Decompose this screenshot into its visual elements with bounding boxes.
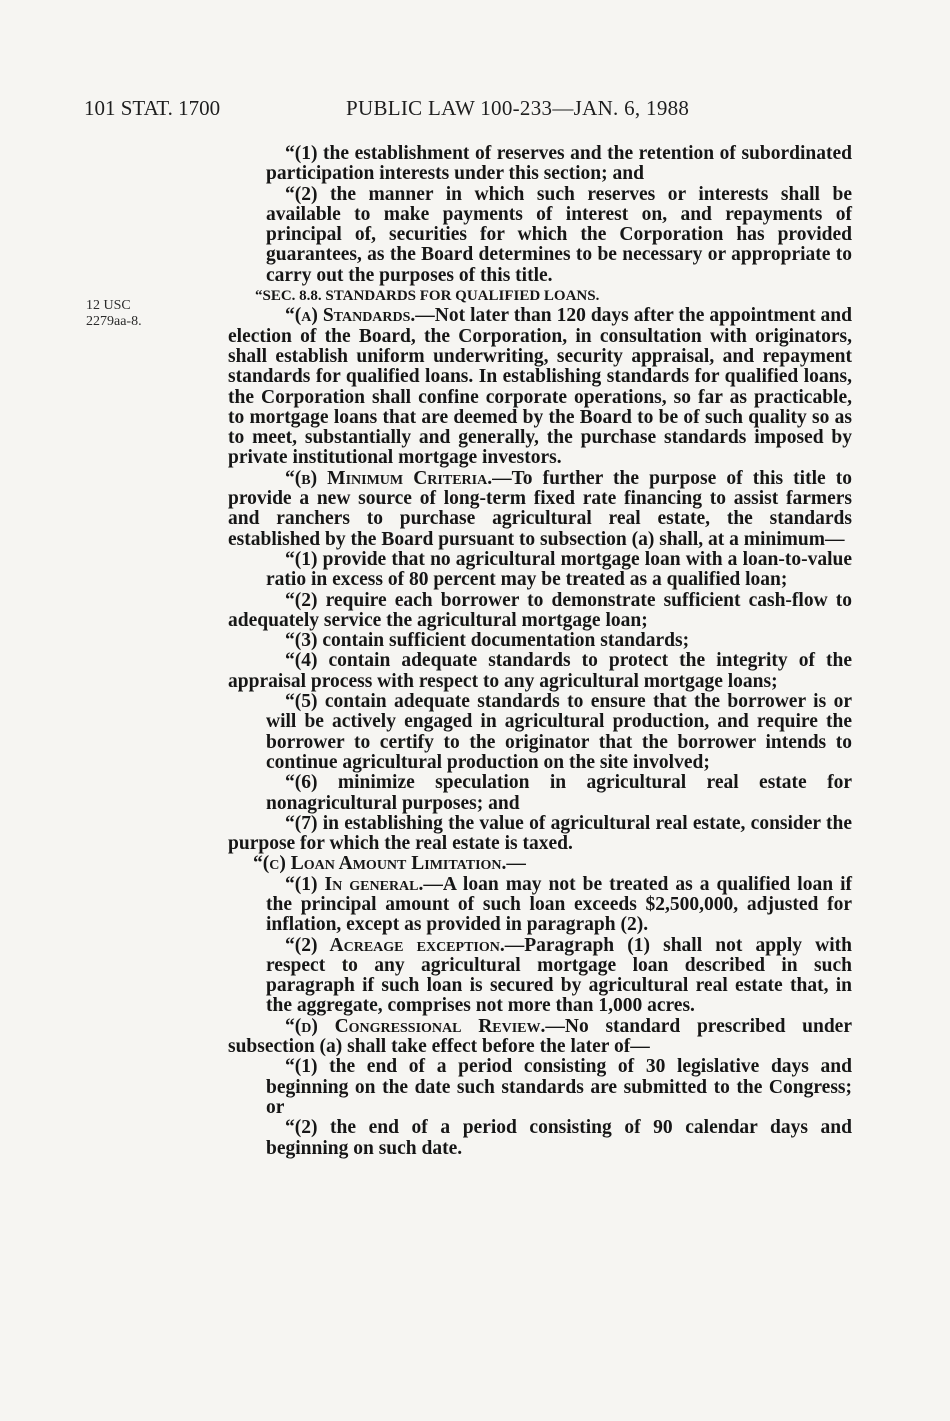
- subsection-a-text: —Not later than 120 days after the appointment and election of the Board, the Corporation, in consultation with originators, shall establish uniform underwriting, security appraisal, and repayment standards for qualified loans. In establishing standards for qualified loans, the Corporation shall confine corporate operations, so far as practicable, to mortgage loans that are deemed by the Board to be of such quality so as to meet, substantially and generally, the purchase standards imposed by private institutional mortgage investors.: [228, 305, 852, 469]
- subsection-c: [228, 854, 852, 874]
- stat-page-number: 101 STAT. 1700: [84, 96, 221, 120]
- subsection-b-label: “(b) Minimum Criteria.: [285, 467, 493, 489]
- margin-note-line-2: 2279aa-8.: [86, 314, 142, 329]
- usc-margin-note: [86, 298, 142, 330]
- subsection-d-text: —No standard prescribed under subsection (a) shall take effect before the later of—: [228, 1015, 852, 1058]
- subsection-d-label: “(d) Congressional Review.: [285, 1015, 546, 1037]
- paragraph-b4: “(4) contain adequate standards to protect the integrity of the appraisal process with respect to any agricultural mortgage loans;: [228, 650, 852, 692]
- paragraph-c2: [228, 936, 852, 1017]
- paragraph-c2-label: “(2) Acreage exception.: [285, 934, 505, 956]
- subsection-d: [228, 1017, 852, 1058]
- paragraph-d1: “(1) the end of a period consisting of 30 legislative days and beginning on the date such standards are submitted to the Congress; or: [266, 1056, 852, 1118]
- paragraph-2: “(2) the manner in which such reserves or interests shall be available to make payments of interest on, and repayments of principal of, securities for which the Corporation has provided guarantees, as the Board determines to be necessary or appropriate to carry out the purposes of this title.: [266, 183, 852, 286]
- subsection-b: [228, 469, 852, 550]
- paragraph-b6: “(6) minimize speculation in agricultural real estate for nonagricultural purposes; and: [266, 772, 852, 814]
- page-header: [84, 96, 864, 126]
- margin-note-line-1: 12 USC: [86, 298, 131, 313]
- statute-body: [228, 144, 852, 1159]
- paragraph-b2: “(2) require each borrower to demonstrate sufficient cash-flow to adequately service the agricultural mortgage loan;: [228, 589, 852, 631]
- paragraph-1: “(1) the establishment of reserves and the retention of subordinated participation interests under this section; and: [266, 143, 852, 185]
- paragraph-c1: [228, 875, 852, 936]
- paragraph-b5: “(5) contain adequate standards to ensure that the borrower is or will be actively engaged in agricultural production, and require the borrower to certify to the originator that the borrower intends to continue agricultural production on the site involved;: [266, 691, 852, 773]
- paragraph-b3: “(3) contain sufficient documentation standards;: [285, 630, 690, 652]
- paragraph-c1-text: —A loan may not be treated as a qualified loan if the principal amount of such loan exceeds $2,500,000, adjusted for inflation, except as provided in paragraph (2).: [266, 873, 852, 936]
- subsection-a: [228, 306, 852, 468]
- subsection-a-label: “(a) Standards.: [285, 305, 416, 327]
- paragraph-d2: “(2) the end of a period consisting of 90 calendar days and beginning on such date.: [266, 1117, 852, 1159]
- paragraph-b7: “(7) in establishing the value of agricultural real estate, consider the purpose for which the real estate is taxed.: [228, 812, 852, 855]
- subsection-b-text: —To further the purpose of this title to provide a new source of long-term fixed rate financing to assist farmers and ranchers to purchase agricultural real estate, the standards established by the Board pursuant to subsection (a) shall, at a minimum—: [228, 467, 852, 550]
- paragraph-b1: “(1) provide that no agricultural mortgage loan with a loan-to-value ratio in excess of 80 percent may be treated as a qualified loan;: [266, 548, 852, 591]
- subsection-c-label: “(c) Loan Amount Limitation.: [253, 853, 507, 875]
- running-head: PUBLIC LAW 100-233—JAN. 6, 1988: [346, 96, 690, 120]
- section-heading: “SEC. 8.8. STANDARDS FOR QUALIFIED LOANS.: [255, 288, 600, 305]
- subsection-c-text: —: [506, 853, 526, 875]
- paragraph-c2-text: —Paragraph (1) shall not apply with respect to any agricultural mortgage loan described in such paragraph if such loan is secured by agricultural real estate that, in the aggregate, comprises not more than 1,000 acres.: [266, 934, 853, 1017]
- paragraph-c1-label: “(1) In general.: [285, 873, 424, 895]
